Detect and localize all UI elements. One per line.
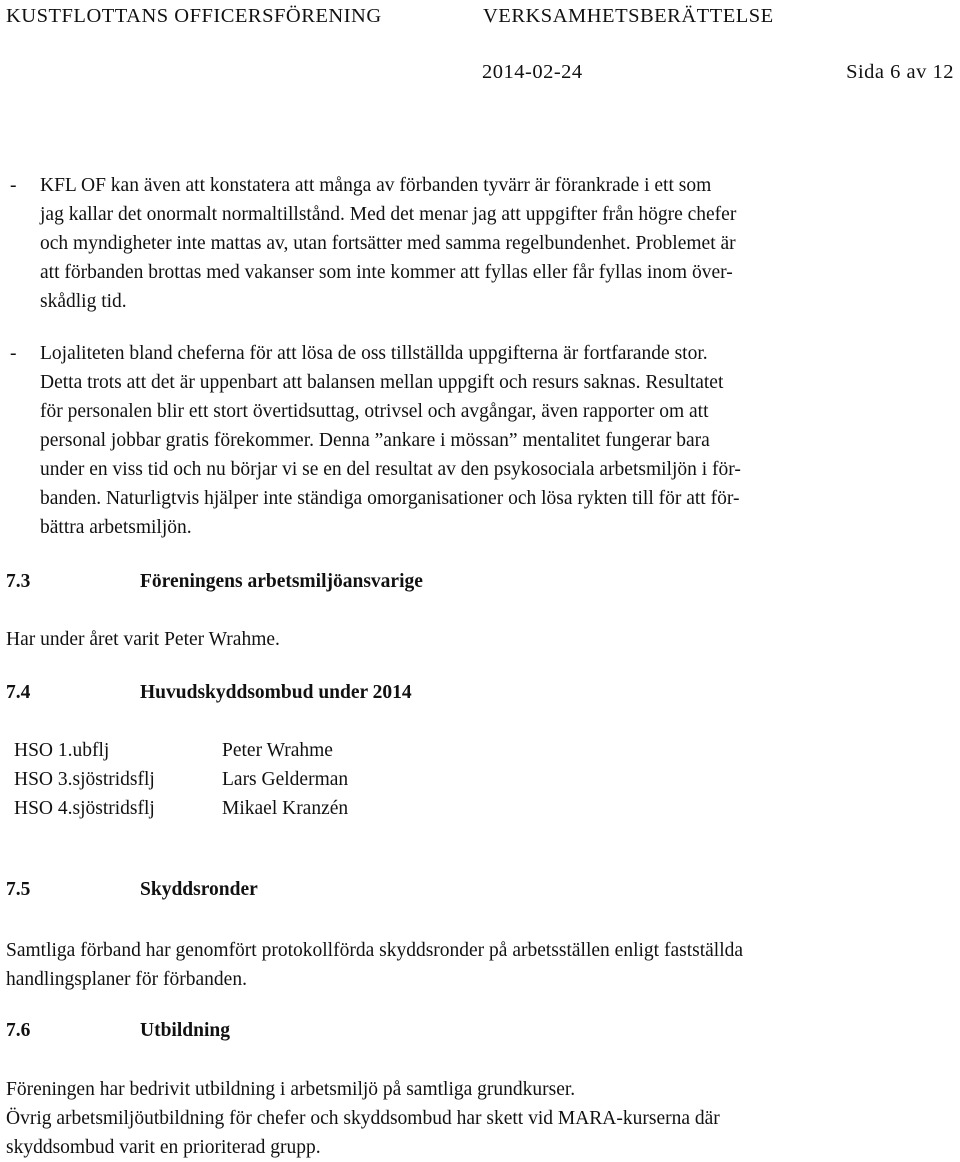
- section-7-5-text: [6, 936, 743, 994]
- paragraph-line: handlingsplaner för förbanden.: [6, 969, 247, 990]
- paragraph-line: personal jobbar gratis förekommer. Denna ”ankare i mössan” mentalitet fungerar bara: [40, 430, 710, 451]
- hso-role: HSO 1.ubflj: [14, 740, 110, 761]
- section-title: Föreningens arbetsmiljöansvarige: [140, 571, 423, 592]
- paragraph-line: bättra arbetsmiljön.: [40, 517, 192, 538]
- section-number: 7.6: [6, 1020, 31, 1041]
- paragraph-line: Föreningen har bedrivit utbildning i arbetsmiljö på samtliga grundkurser.: [6, 1079, 576, 1100]
- section-number: 7.5: [6, 879, 31, 900]
- header-org: KUSTFLOTTANS OFFICERSFÖRENING: [6, 5, 382, 27]
- paragraph-line: Detta trots att det är uppenbart att balansen mellan uppgift och resurs saknas. Resultatet: [40, 372, 724, 393]
- hso-name-column: [222, 736, 348, 823]
- section-title: Skyddsronder: [140, 879, 258, 900]
- hso-role: HSO 3.sjöstridsflj: [14, 769, 155, 790]
- hso-name: Peter Wrahme: [222, 740, 333, 761]
- paragraph-line: banden. Naturligtvis hjälper inte ständiga omorganisationer och lösa rykten till för att för-: [40, 488, 740, 509]
- paragraph-line: Övrig arbetsmiljöutbildning för chefer och skyddsombud har skett vid MARA-kurserna där: [6, 1108, 720, 1129]
- hso-role: HSO 4.sjöstridsflj: [14, 798, 155, 819]
- bullet-paragraph: [40, 171, 736, 316]
- paragraph-line: och myndigheter inte mattas av, utan fortsätter med samma regelbundenhet. Problemet är: [40, 233, 736, 254]
- paragraph-line: skådlig tid.: [40, 291, 127, 312]
- paragraph-line: Lojaliteten bland cheferna för att lösa de oss tillställda uppgifterna är fortfarande stor.: [40, 343, 708, 364]
- hso-role-column: [14, 736, 155, 823]
- hso-name: Mikael Kranzén: [222, 798, 349, 819]
- paragraph-line: KFL OF kan även att konstatera att många av förbanden tyvärr är förankrade i ett som: [40, 175, 712, 196]
- hso-name: Lars Gelderman: [222, 769, 349, 790]
- bullet-paragraph: [40, 339, 741, 542]
- bullet-dash: -: [10, 343, 17, 364]
- header-page-number: Sida 6 av 12: [846, 61, 954, 83]
- header-date: 2014-02-24: [482, 61, 583, 83]
- section-title: Utbildning: [140, 1020, 230, 1041]
- paragraph-line: för personalen blir ett stort övertidsuttag, otrivsel och avgångar, även rapporter om att: [40, 401, 709, 422]
- bullet-dash: -: [10, 175, 17, 196]
- header-doc-type: VERKSAMHETSBERÄTTELSE: [483, 5, 774, 27]
- section-number: 7.3: [6, 571, 31, 592]
- paragraph-line: under en viss tid och nu börjar vi se en del resultat av den psykosociala arbetsmiljön i för-: [40, 459, 741, 480]
- paragraph-line: Samtliga förband har genomfört protokollförda skyddsronder på arbetsställen enligt fastställda: [6, 940, 744, 961]
- section-number: 7.4: [6, 682, 31, 703]
- section-7-6-text: [6, 1075, 720, 1162]
- section-7-3-text: Har under året varit Peter Wrahme.: [6, 629, 280, 650]
- section-title: Huvudskyddsombud under 2014: [140, 682, 412, 703]
- paragraph-line: jag kallar det onormalt normaltillstånd. Med det menar jag att uppgifter från högre chefer: [40, 204, 737, 225]
- paragraph-line: att förbanden brottas med vakanser som inte kommer att fyllas eller får fyllas inom över-: [40, 262, 733, 283]
- paragraph-line: skyddsombud varit en prioriterad grupp.: [6, 1137, 321, 1158]
